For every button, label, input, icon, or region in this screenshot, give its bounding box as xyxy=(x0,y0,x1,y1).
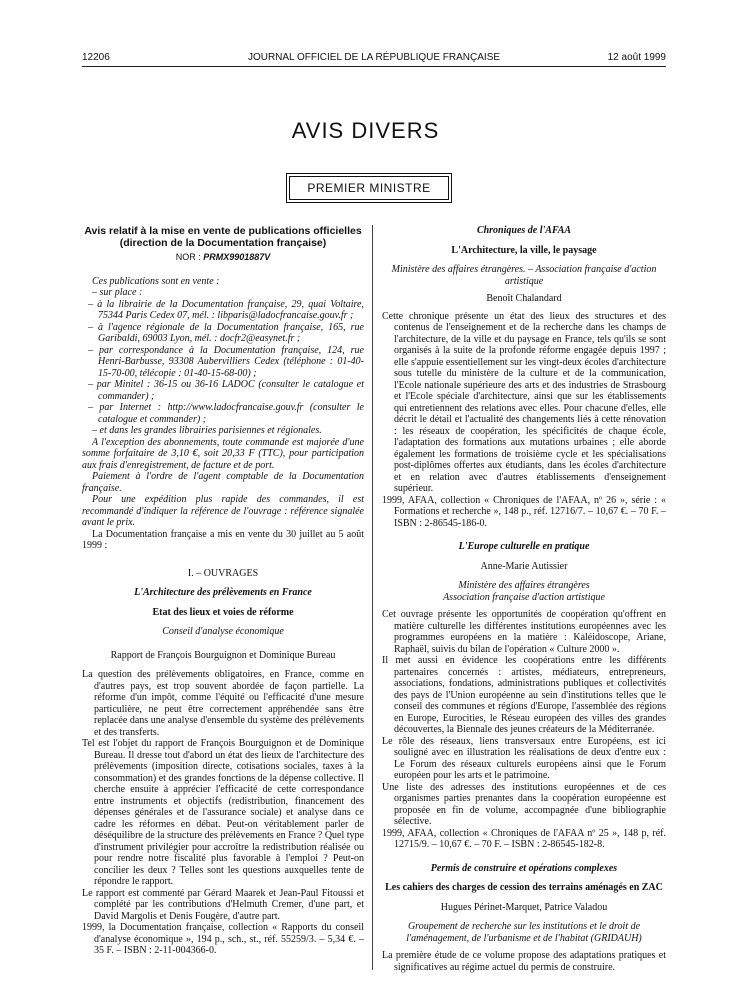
c2-para4: Une liste des adresses des institutions européennes et de ces organismes parties prenantes dans la coopération européenne est proposée en fin de volume, accompagnée d'une bibliographie sélective. xyxy=(382,781,666,827)
book1-subtitle: Etat des lieux et voies de réforme xyxy=(152,606,294,618)
c1-title: L'Architecture, la ville, le paysage xyxy=(451,244,597,256)
column-divider xyxy=(372,225,373,970)
sale-correspondance: – par correspondance à la Documentation française, 124, rue Henri-Barbusse, 93308 Aubervilliers Cedex (téléphone : 01-40-15-70-00, télécopie : 01-40-15-68-00) ; xyxy=(88,344,364,379)
c3-para1: La première étude de ce volume propose des adaptations pratiques et significatives au régime actuel du permis de construire. xyxy=(382,950,666,973)
header-rule xyxy=(82,66,666,67)
c1-author: Benoît Chalandard xyxy=(486,293,562,304)
c3-series: Permis de construire et opérations complexes xyxy=(430,862,618,874)
book1-series: L'Architecture des prélèvements en France xyxy=(134,587,312,598)
section-ouvrages: I. – OUVRAGES xyxy=(187,567,259,579)
c2-title: L'Europe culturelle en pratique xyxy=(458,541,590,552)
nor-value: PRMX9901887V xyxy=(203,252,271,262)
c1-series: Chroniques de l'AFAA xyxy=(476,225,572,236)
c1-org: Ministère des affaires étrangères. – Association française d'action artistique xyxy=(391,264,657,287)
sale-agence: – à l'agence régionale de la Documentation française, 165, rue Garibaldi, 69003 Lyon, mél. : docfr2@easynet.fr ; xyxy=(88,321,364,344)
book1-org: Conseil d'analyse économique xyxy=(162,626,284,637)
left-column xyxy=(82,225,364,957)
c3-org: Groupement de recherche sur les institutions et le droit de l'aménagement, de l'urbanisme et de l'habitat (GRIDAUH) xyxy=(406,921,642,944)
ministry-box: PREMIER MINISTRE xyxy=(289,176,449,200)
page-number: 12206 xyxy=(82,52,110,63)
book1-para3: Le rapport est commenté par Gérard Maarek et Jean-Paul Fitoussi et complété par les contributions d'Helmuth Cremer, d'une part, et David Margolis et Denis Fougère, d'autre part. xyxy=(82,887,364,922)
release-note: La Documentation française a mis en vente du 30 juillet au 5 août 1999 : xyxy=(82,528,364,551)
c2-org1: Ministère des affaires étrangères xyxy=(458,580,590,591)
book1-para2: Tel est l'objet du rapport de François Bourguignon et de Dominique Bureau. Il dresse tout d'abord un état des lieux de l'architecture des prélèvements (imposition directe, cotisations sociales, taxes à la consommation) et des grandes fonctions de la dépense collective. Il cherche ensuite à apprécier l'efficacité de cette correspondance entre instruments et objectifs (redistribution, financement des dépenses générales et de l'assurance sociale) et analyse dans ce cadre les réformes en débat. Peut-on véritablement parler de déséquilibre de la structure des prélèvements en France ? Quel type d'instrument privilégier pour accroître la redistribution réalisée ou pour rendre notre fiscalité plus favorable à l'emploi ? Peut-on concilier les deux ? Telles sont les questions auxquelles tente de répondre le rapport. xyxy=(82,738,364,887)
running-header xyxy=(82,52,666,66)
sale-librairie: – à la librairie de la Documentation française, 29, quai Voltaire, 75344 Paris Cedex 07, mél. : libparis@ladocfrancaise.gouv.fr ; xyxy=(88,298,364,321)
issue-date: 12 août 1999 xyxy=(607,52,666,63)
c2-para2: Il met aussi en évidence les coopérations entre les différents partenaires concernés : artistes, médiateurs, entrepreneurs, associations, fondations, administrations publiques et collectivités des pays de l'Union européenne au sein d'institutions telles que le conseil des communes et régions d'Europe, l'assemblée des régions en Europe, Eurocities, le Réseau européen des villes des grandes découvertes, la Biennale des jeunes créateurs de la Méditerranée. xyxy=(382,655,666,735)
exception-note: A l'exception des abonnements, toute commande est majorée d'une somme forfaitaire de 3,10 €, soit 20,33 F (TTC), pour participation aux frais d'enregistrement, de facture et de port. xyxy=(82,436,364,471)
book1-authors: Rapport de François Bourguignon et Dominique Bureau xyxy=(110,649,336,661)
shipping-note: Pour une expédition plus rapide des commandes, il est recommandé d'indiquer la référence de l'ouvrage : référence signalée avant le prix. xyxy=(82,494,364,528)
payment-note: Paiement à l'ordre de l'agent comptable de la Documentation française. xyxy=(82,471,364,494)
c2-org2: Association française d'action artistique xyxy=(443,591,605,603)
sale-intro: Ces publications sont en vente : xyxy=(92,275,220,287)
sale-librairies: – et dans les grandes librairies parisiennes et régionales. xyxy=(92,425,322,436)
sale-onsite: – sur place : xyxy=(92,287,143,298)
book1-para1: La question des prélèvements obligatoires, en France, comme en d'autres pays, est trop souvent abordée de façon partielle. La réforme d'un impôt, comme l'équité ou l'efficacité d'une mesure particulière, ne peut être correctement appréhendée sans être replacée dans une analyse d'ensemble du système des prélèvements et des transferts. xyxy=(82,669,364,738)
c3-authors: Hugues Périnet-Marquet, Patrice Valadou xyxy=(440,901,608,913)
sale-minitel: – par Minitel : 36-15 ou 36-16 LADOC (consulter le catalogue et commander) ; xyxy=(88,379,364,402)
c1-reference: 1999, AFAA, collection « Chroniques de l'AFAA, nº 26 », série : « Formations et recherche », 148 p., réf. 12716/7. – 10,67 €. – 70 F. – ISBN : 2-86545-186-0. xyxy=(382,494,666,529)
c2-para1: Cet ouvrage présente les opportunités de coopération qu'offrent en matière culturelle les différentes institutions européennes avec les programmes européens en la matière : Kaléidoscope, Ariane, Raphaël, suivis du bilan de l'opération « Culture 2000 ». xyxy=(382,609,666,655)
c2-para3: Le rôle des réseaux, liens transversaux entre Européens, est ici souligné avec en illustration les réalisations de deux d'entre eux : Le Forum des réseaux culturels européens ainsi que le Forum européen pour les arts et le patrimoine. xyxy=(382,735,666,781)
section-title: AVIS DIVERS xyxy=(291,118,440,143)
c1-para1: Cette chronique présente un état des lieux des structures et des contenus de l'enseignement et de la recherche dans les champs de l'architecture, de la ville et du paysage en France, tels qu'ils se sont organisés à la suite de la profonde réforme engagée depuis 1997 ; elle s'appuie essentiellement sur les vingt-deux écoles d'architecture sous tutelle du ministère de la culture et de la communication, l'Ecole nationale supérieure des arts et des industries de Strasbourg et l'Ecole spéciale d'architecture, ainsi que sur les établissements qui entretiennent des relations avec elles. Pour chacune d'elles, elle décrit le détail et l'actualité des changements liés à cette rénovation : les réseaux de coopération, les spécificités de chaque école, l'adaptation des formations aux mutations urbaines ; elle aborde également les formations de troisième cycle et les spécialisations post-diplômes offertes aux étudiants, dans les écoles d'architecture et en relation avec d'autres établissements d'enseignement supérieur. xyxy=(382,310,666,494)
notice-title: Avis relatif à la mise en vente de publications officielles (direction de la Documentation française) xyxy=(84,225,362,249)
journal-name: JOURNAL OFFICIEL DE LA RÉPUBLIQUE FRANÇAISE xyxy=(247,52,501,63)
nor-label: NOR : xyxy=(175,252,201,262)
right-column xyxy=(382,225,666,973)
book1-reference: 1999, la Documentation française, collection « Rapports du conseil d'analyse économique », 194 p., sch., st., réf. 55259/3. – 5,34 €. – 35 F. – ISBN : 2-11-004366-0. xyxy=(82,922,364,956)
c3-title: Les cahiers des charges de cession des terrains aménagés en ZAC xyxy=(385,882,663,893)
nor-line xyxy=(82,252,364,264)
sale-internet: – par Internet : http://www.ladocfrancaise.gouv.fr (consulter le catalogue et commander) ; xyxy=(88,402,364,425)
c2-author: Anne-Marie Autissier xyxy=(480,560,568,572)
c2-reference: 1999, AFAA, collection « Chroniques de l'AFAA nº 25 », 148 p, réf. 12715/9. – 10,67 €. – 70 F. – ISBN : 2-86545-182-8. xyxy=(382,827,666,850)
